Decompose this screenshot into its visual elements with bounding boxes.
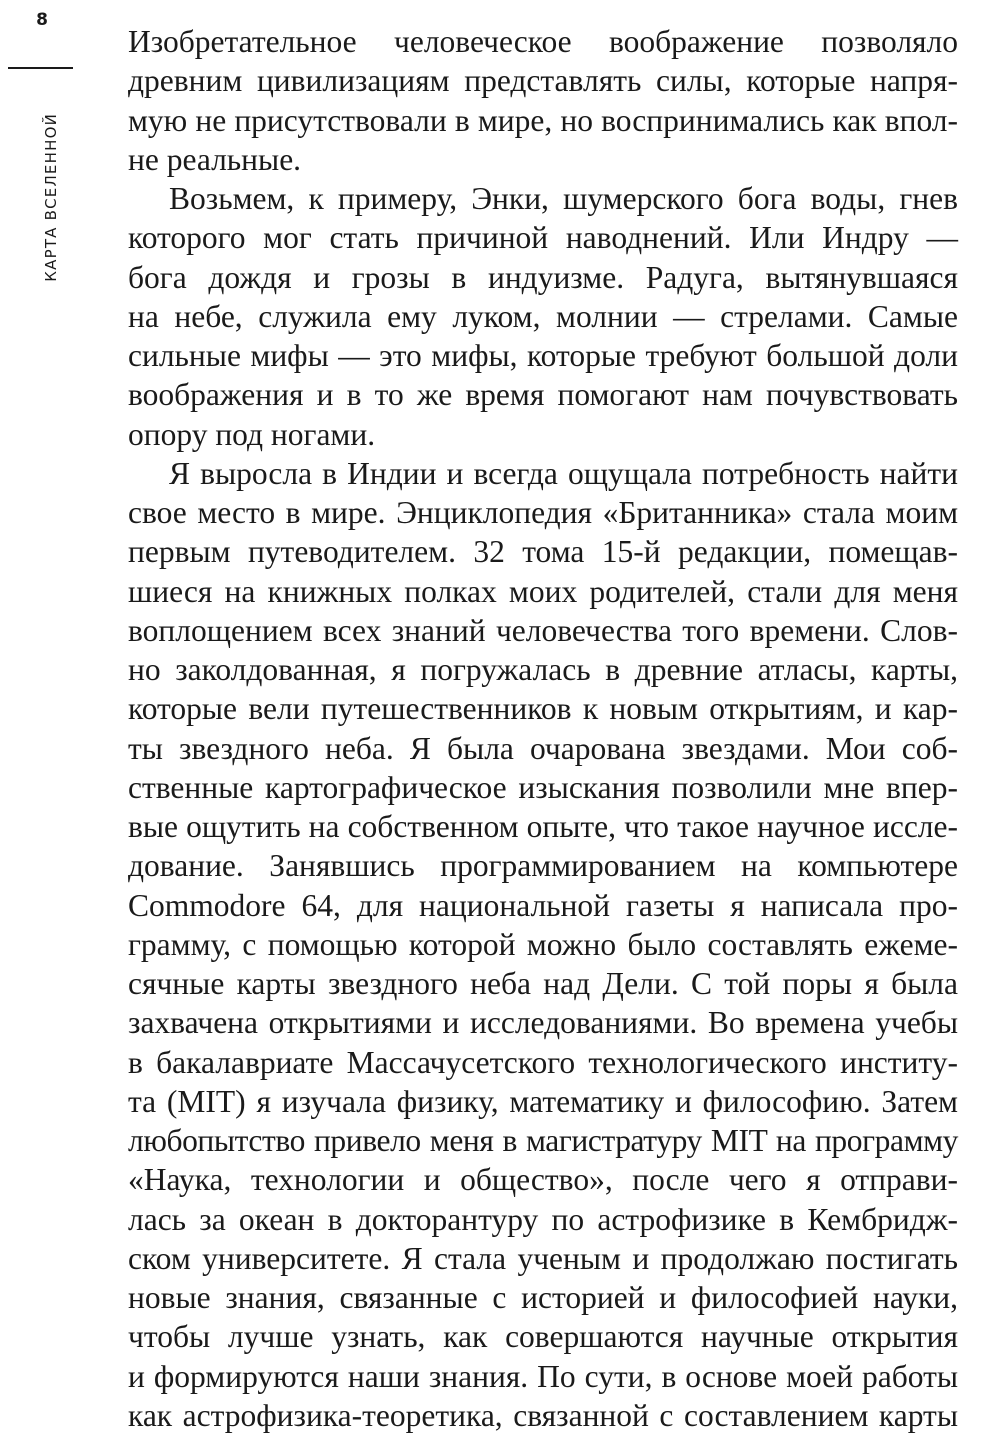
text-line: грамму, с помощью которой можно было составлять ежеме-	[128, 926, 958, 962]
text-line: в бакалавриате Массачусетского технологического институ-	[128, 1044, 958, 1080]
text-line: шиеся на книжных полках моих родителей, стали для меня	[128, 573, 958, 609]
text-line: свое место в мире. Энциклопедия «Британника» стала моим	[128, 495, 958, 530]
text-line: чтобы лучше узнать, как совершаются научные открытия	[128, 1319, 958, 1355]
text-line: Commodore 64, для национальной газеты я написала про-	[128, 887, 958, 923]
text-line: ском университете. Я стала ученым и продолжаю постигать	[128, 1240, 958, 1276]
text-line: мую не присутствовали в мире, но воспринимались как впол-	[128, 102, 958, 138]
header-rule	[8, 67, 73, 69]
text-line: которые вели путешественников к новым открытиям, и кар-	[128, 691, 958, 727]
text-line: Возьмем, к примеру, Энки, шумерского бога воды, гнев	[169, 181, 958, 216]
text-line: ты звездного неба. Я была очарована звездами. Мои соб-	[128, 730, 958, 766]
text-line: дование. Занявшись программированием на компьютере	[128, 848, 958, 884]
text-line: лась за океан в докторантуру по астрофизике в Кембридж-	[128, 1201, 958, 1237]
text-line: воображения и в то же время помогают нам почувствовать	[128, 377, 958, 413]
text-line: сильные мифы — это мифы, которые требуют большой доли	[128, 338, 958, 373]
text-line: на небе, служила ему луком, молнии — стрелами. Самые	[128, 298, 958, 334]
text-line: первым путеводителем. 32 тома 15-й редакции, помещав-	[128, 534, 958, 570]
text-line: не реальные.	[128, 141, 302, 177]
text-line: ственные картографическое изыскания позволили мне впер-	[128, 769, 958, 805]
running-head: КАРТА ВСЕЛЕННОЙ	[42, 113, 60, 282]
text-line: любопытство привело меня в магистратуру MIT на программу	[128, 1123, 958, 1158]
text-line: новые знания, связанные с историей и философией науки,	[128, 1280, 958, 1315]
text-line: воплощением всех знаний человечества того времени. Слов-	[128, 612, 958, 648]
text-line: «Наука, технологии и общество», после чего я отправи-	[128, 1162, 958, 1198]
text-line: бога дождя и грозы в индуизме. Радуга, вытянувшаяся	[128, 259, 958, 295]
text-line: опору под ногами.	[128, 416, 376, 452]
text-line: та (MIT) я изучала физику, математику и философию. Затем	[128, 1083, 958, 1119]
text-line: Изобретательное человеческое воображение позволяло	[128, 24, 958, 59]
text-line: которого мог стать причиной наводнений. Или Индру —	[128, 220, 958, 256]
text-line: сячные карты звездного неба над Дели. С той поры я была	[128, 966, 958, 1001]
text-line: древним цивилизациям представлять силы, которые напря-	[128, 63, 958, 99]
page-number: 8	[36, 10, 48, 30]
text-line: Я выросла в Индии и всегда ощущала потребность найти	[169, 455, 958, 491]
text-line: как астрофизика-теоретика, связанной с составлением карты	[128, 1397, 958, 1433]
text-line: но заколдованная, я погружалась в древние атласы, карты,	[128, 652, 958, 687]
text-line: вые ощутить на собственном опыте, что такое научное иссле-	[128, 809, 958, 844]
text-line: и формируются наши знания. По сути, в основе моей работы	[128, 1358, 958, 1394]
text-line: захвачена открытиями и исследованиями. Во времена учебы	[128, 1005, 958, 1041]
body-text	[128, 22, 958, 1435]
